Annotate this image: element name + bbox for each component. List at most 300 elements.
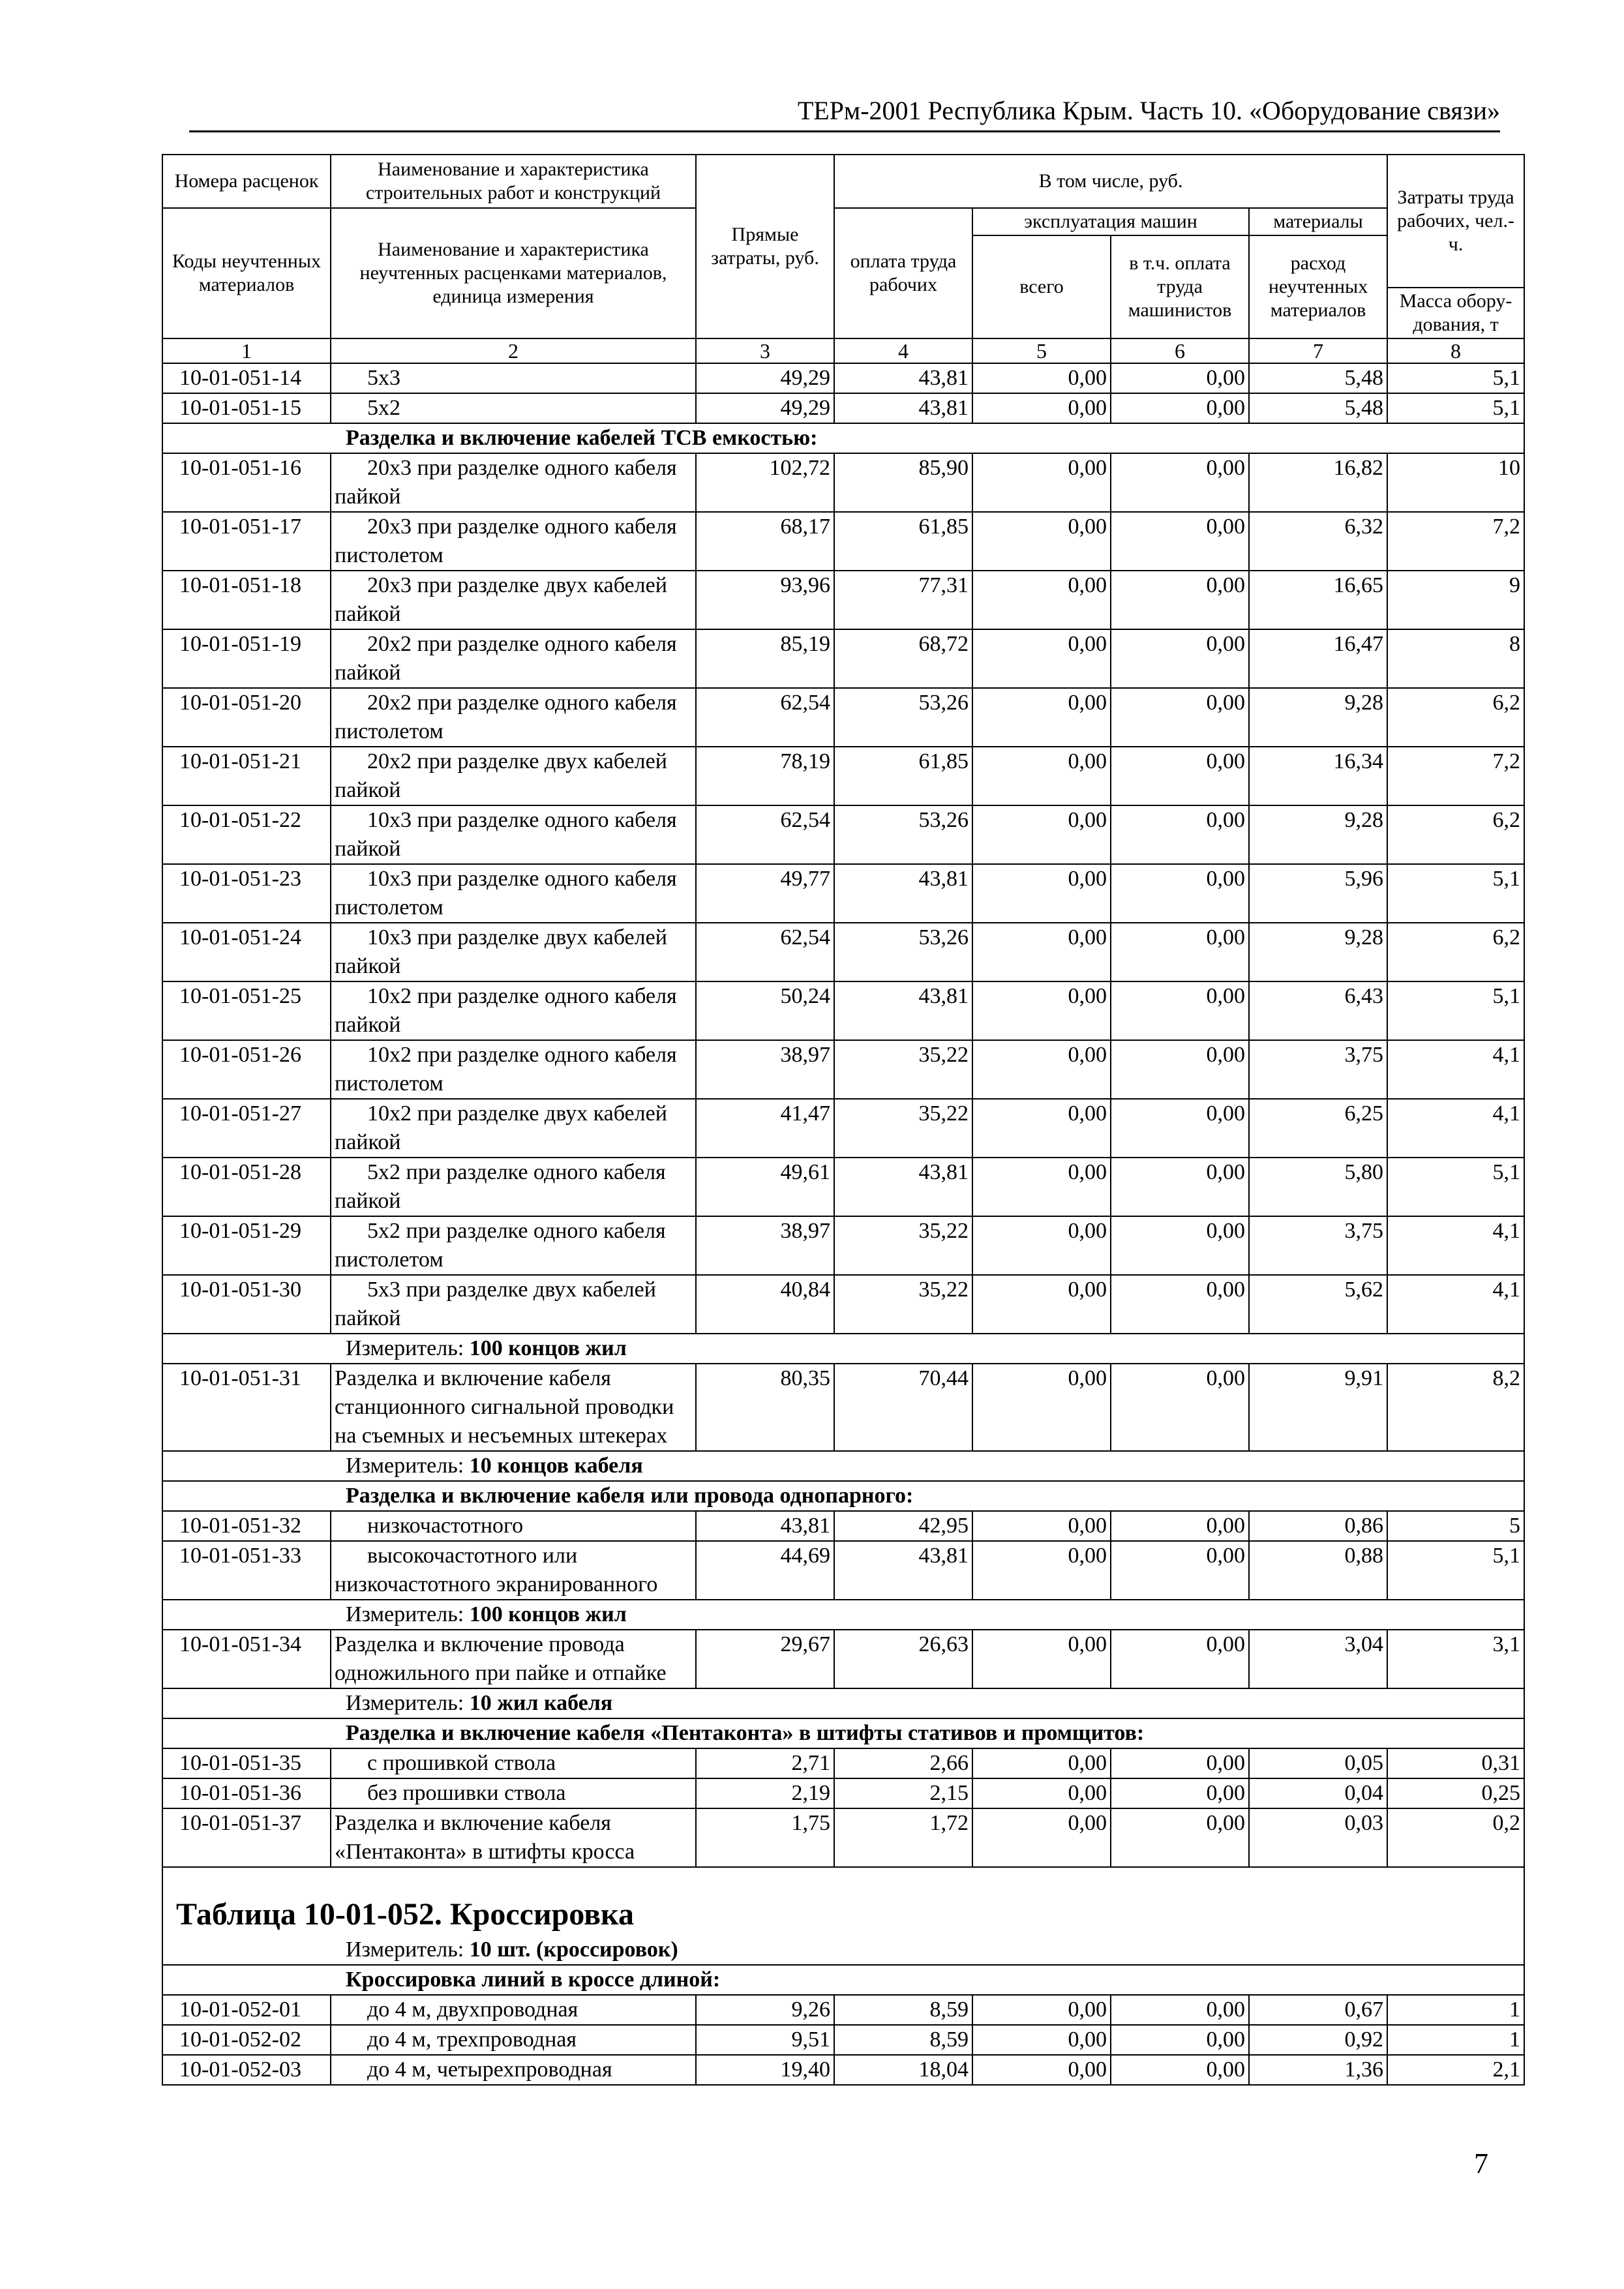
direct-costs: 78,19 (696, 747, 834, 805)
materials-cost: 5,96 (1249, 864, 1387, 923)
rate-name (331, 1099, 696, 1158)
machines-total: 0,00 (972, 1778, 1111, 1808)
table-row (162, 1541, 1524, 1600)
materials-cost: 16,34 (1249, 747, 1387, 805)
materials-cost: 0,67 (1249, 1995, 1387, 2025)
table-row (162, 864, 1524, 923)
machines-total: 0,00 (972, 1511, 1111, 1541)
section-heading: Кроссировка линий в кроссе длиной: (162, 1965, 1524, 1995)
machines-total: 0,00 (972, 571, 1111, 629)
materials-cost: 6,43 (1249, 981, 1387, 1040)
machines-total: 0,00 (972, 1040, 1111, 1099)
table-row (162, 923, 1524, 981)
header-materials-unaccounted: расход неучтенных материалов (1249, 235, 1387, 338)
rate-name (331, 1216, 696, 1275)
materials-cost: 9,91 (1249, 1364, 1387, 1451)
rate-name (331, 747, 696, 805)
machines-total: 0,00 (972, 1158, 1111, 1216)
labor-hours: 4,1 (1387, 1275, 1524, 1334)
rate-code: 10-01-051-31 (162, 1364, 331, 1451)
direct-costs: 68,17 (696, 512, 834, 571)
section-heading: Разделка и включение кабелей ТСВ емкостью: (162, 423, 1524, 453)
direct-costs: 93,96 (696, 571, 834, 629)
labor-pay: 53,26 (834, 688, 972, 747)
table-row (162, 688, 1524, 747)
labor-hours: 6,2 (1387, 688, 1524, 747)
machinist-pay: 0,00 (1111, 512, 1249, 571)
rate-name (331, 393, 696, 423)
machinist-pay: 0,00 (1111, 1099, 1249, 1158)
table-row (162, 805, 1524, 864)
rate-code: 10-01-051-24 (162, 923, 331, 981)
labor-hours: 4,1 (1387, 1216, 1524, 1275)
section-row (162, 1965, 1524, 1995)
machines-total: 0,00 (972, 2025, 1111, 2055)
materials-cost: 5,80 (1249, 1158, 1387, 1216)
labor-pay: 85,90 (834, 453, 972, 512)
measure-line (162, 1334, 1524, 1364)
measure-line (162, 1688, 1524, 1718)
section-row (162, 1481, 1524, 1511)
direct-costs: 62,54 (696, 805, 834, 864)
rate-code: 10-01-052-02 (162, 2025, 331, 2055)
materials-cost: 0,04 (1249, 1778, 1387, 1808)
table-row (162, 1808, 1524, 1867)
rate-code: 10-01-051-16 (162, 453, 331, 512)
table-row (162, 1995, 1524, 2025)
machinist-pay: 0,00 (1111, 1511, 1249, 1541)
labor-hours: 1 (1387, 2025, 1524, 2055)
machinist-pay: 0,00 (1111, 923, 1249, 981)
materials-cost: 6,32 (1249, 512, 1387, 571)
table-row (162, 571, 1524, 629)
rate-code: 10-01-051-19 (162, 629, 331, 688)
labor-hours: 5,1 (1387, 1158, 1524, 1216)
labor-pay: 68,72 (834, 629, 972, 688)
measure-label: Измеритель: (346, 1691, 464, 1715)
labor-pay: 1,72 (834, 1808, 972, 1867)
rate-name (331, 1778, 696, 1808)
machinist-pay: 0,00 (1111, 1275, 1249, 1334)
labor-pay: 43,81 (834, 1158, 972, 1216)
rate-code: 10-01-051-18 (162, 571, 331, 629)
machinist-pay: 0,00 (1111, 981, 1249, 1040)
machinist-pay: 0,00 (1111, 1541, 1249, 1600)
direct-costs: 1,75 (696, 1808, 834, 1867)
labor-pay: 43,81 (834, 1541, 972, 1600)
machinist-pay: 0,00 (1111, 1364, 1249, 1451)
rate-code: 10-01-051-34 (162, 1630, 331, 1688)
labor-hours: 1 (1387, 1995, 1524, 2025)
rate-code: 10-01-051-28 (162, 1158, 331, 1216)
column-number: 5 (972, 338, 1111, 363)
labor-pay: 43,81 (834, 864, 972, 923)
direct-costs: 102,72 (696, 453, 834, 512)
table-header (162, 155, 1524, 363)
column-number: 1 (162, 338, 331, 363)
measure-row (162, 1451, 1524, 1481)
rate-code: 10-01-051-22 (162, 805, 331, 864)
machinist-pay: 0,00 (1111, 1995, 1249, 2025)
rate-name-text: 5x2 (367, 396, 400, 420)
materials-cost: 0,92 (1249, 2025, 1387, 2055)
labor-pay: 8,59 (834, 2025, 972, 2055)
measure-label: Измеритель: (346, 1336, 464, 1360)
table-caption (162, 1867, 1524, 1965)
rate-name-text: 10x3 при разделке одного кабеля пайкой (335, 808, 677, 861)
table-row (162, 1364, 1524, 1451)
materials-cost: 16,65 (1249, 571, 1387, 629)
machines-total: 0,00 (972, 1099, 1111, 1158)
measure-value: 10 жил кабеля (469, 1691, 613, 1715)
direct-costs: 2,19 (696, 1778, 834, 1808)
rate-name-text: 20x2 при разделке одного кабеля пистолетом (335, 691, 677, 743)
table-caption-row (162, 1867, 1524, 1965)
header-equipment-mass: Масса обору-дования, т (1387, 288, 1524, 338)
rate-name-text: 10x2 при разделке одного кабеля пистолетом (335, 1043, 677, 1096)
rate-name (331, 629, 696, 688)
rate-name (331, 864, 696, 923)
machinist-pay: 0,00 (1111, 393, 1249, 423)
table-body (162, 363, 1524, 2085)
measure-value: 100 концов жил (469, 1336, 627, 1360)
machines-total: 0,00 (972, 2055, 1111, 2085)
section-heading: Разделка и включение кабеля или провода однопарного: (162, 1481, 1524, 1511)
materials-cost: 5,48 (1249, 363, 1387, 393)
materials-cost: 16,82 (1249, 453, 1387, 512)
machines-total: 0,00 (972, 1748, 1111, 1778)
rates-table (162, 154, 1525, 2086)
table-row (162, 1630, 1524, 1688)
machines-total: 0,00 (972, 393, 1111, 423)
machinist-pay: 0,00 (1111, 629, 1249, 688)
machines-total: 0,00 (972, 363, 1111, 393)
rate-code: 10-01-051-37 (162, 1808, 331, 1867)
rate-name-text: 5x3 (367, 366, 400, 390)
materials-cost: 0,05 (1249, 1748, 1387, 1778)
labor-pay: 26,63 (834, 1630, 972, 1688)
measure-line (162, 1600, 1524, 1630)
rate-name (331, 805, 696, 864)
machines-total: 0,00 (972, 1275, 1111, 1334)
column-number: 7 (1249, 338, 1387, 363)
measure-row (162, 1600, 1524, 1630)
materials-cost: 16,47 (1249, 629, 1387, 688)
labor-hours: 5,1 (1387, 393, 1524, 423)
rate-code: 10-01-051-20 (162, 688, 331, 747)
table-row (162, 2025, 1524, 2055)
table-row (162, 1748, 1524, 1778)
table-row (162, 1099, 1524, 1158)
labor-pay: 18,04 (834, 2055, 972, 2085)
table-row (162, 1511, 1524, 1541)
rate-name (331, 1275, 696, 1334)
rate-code: 10-01-051-36 (162, 1778, 331, 1808)
rate-name-text: высокочастотного или низкочастотного экранированного (335, 1544, 658, 1596)
rate-name-text: 10x3 при разделке двух кабелей пайкой (335, 925, 667, 978)
rate-name-text: 20x2 при разделке двух кабелей пайкой (335, 749, 667, 802)
measure-value: 10 концов кабеля (469, 1454, 643, 1478)
labor-hours: 5,1 (1387, 363, 1524, 393)
materials-cost: 3,75 (1249, 1216, 1387, 1275)
direct-costs: 80,35 (696, 1364, 834, 1451)
direct-costs: 41,47 (696, 1099, 834, 1158)
machines-total: 0,00 (972, 1630, 1111, 1688)
rate-code: 10-01-051-27 (162, 1099, 331, 1158)
rate-name (331, 1748, 696, 1778)
rate-name-text: Разделка и включение кабеля станционного сигнальной проводки на съемных и несъемных штекерах (335, 1366, 674, 1448)
header-labor-cost: Затраты труда рабочих, чел.-ч. (1387, 155, 1524, 288)
rate-name (331, 2055, 696, 2085)
direct-costs: 29,67 (696, 1630, 834, 1688)
labor-pay: 35,22 (834, 1275, 972, 1334)
labor-pay: 35,22 (834, 1040, 972, 1099)
machinist-pay: 0,00 (1111, 1748, 1249, 1778)
direct-costs: 44,69 (696, 1541, 834, 1600)
machinist-pay: 0,00 (1111, 2055, 1249, 2085)
section-row (162, 423, 1524, 453)
direct-costs: 38,97 (696, 1040, 834, 1099)
header-including: В том числе, руб. (834, 155, 1387, 208)
column-number: 2 (331, 338, 696, 363)
rate-name (331, 571, 696, 629)
rate-code: 10-01-051-21 (162, 747, 331, 805)
labor-pay: 2,66 (834, 1748, 972, 1778)
machinist-pay: 0,00 (1111, 571, 1249, 629)
rate-name-text: 20x3 при разделке двух кабелей пайкой (335, 573, 667, 626)
rate-name (331, 1808, 696, 1867)
labor-pay: 42,95 (834, 1511, 972, 1541)
rate-code: 10-01-051-15 (162, 393, 331, 423)
rate-code: 10-01-051-14 (162, 363, 331, 393)
table-row (162, 981, 1524, 1040)
labor-hours: 6,2 (1387, 805, 1524, 864)
rate-name-text: до 4 м, четырехпроводная (367, 2057, 612, 2082)
labor-hours: 3,1 (1387, 1630, 1524, 1688)
header-labor-pay: оплата труда рабочих (834, 208, 972, 338)
machines-total: 0,00 (972, 1808, 1111, 1867)
labor-hours: 4,1 (1387, 1099, 1524, 1158)
measure-label: Измеритель: (346, 1937, 464, 1962)
direct-costs: 49,29 (696, 393, 834, 423)
header-name-bottom: Наименование и характеристика неучтенных расценками материалов, единица измерения (331, 208, 696, 338)
header-machines: эксплуатация машин (972, 208, 1249, 235)
labor-hours: 9 (1387, 571, 1524, 629)
rate-name-text: 20x3 при разделке одного кабеля пистолетом (335, 515, 677, 567)
rate-name-text: низкочастотного (367, 1514, 524, 1538)
measure-line (162, 1451, 1524, 1481)
table-row (162, 2055, 1524, 2085)
machines-total: 0,00 (972, 453, 1111, 512)
machinist-pay: 0,00 (1111, 1216, 1249, 1275)
direct-costs: 40,84 (696, 1275, 834, 1334)
direct-costs: 9,51 (696, 2025, 834, 2055)
section-heading: Разделка и включение кабеля «Пентаконта» в штифты стативов и промщитов: (162, 1718, 1524, 1748)
machines-total: 0,00 (972, 864, 1111, 923)
rate-name (331, 2025, 696, 2055)
rate-name-text: до 4 м, трехпроводная (367, 2027, 577, 2052)
rate-code: 10-01-051-17 (162, 512, 331, 571)
machinist-pay: 0,00 (1111, 1630, 1249, 1688)
rate-name-text: без прошивки ствола (367, 1781, 566, 1805)
labor-hours: 5 (1387, 1511, 1524, 1541)
rate-name (331, 1364, 696, 1451)
machines-total: 0,00 (972, 512, 1111, 571)
rate-name-text: 5x2 при разделке одного кабеля пайкой (335, 1160, 666, 1213)
labor-hours: 5,1 (1387, 1541, 1524, 1600)
rate-code: 10-01-051-30 (162, 1275, 331, 1334)
rate-name-text: 20x2 при разделке одного кабеля пайкой (335, 632, 677, 685)
machines-total: 0,00 (972, 1216, 1111, 1275)
direct-costs: 2,71 (696, 1748, 834, 1778)
materials-cost: 3,75 (1249, 1040, 1387, 1099)
rate-name (331, 453, 696, 512)
rate-name (331, 363, 696, 393)
materials-cost: 9,28 (1249, 805, 1387, 864)
rate-code: 10-01-051-29 (162, 1216, 331, 1275)
rate-name (331, 1541, 696, 1600)
direct-costs: 62,54 (696, 688, 834, 747)
labor-pay: 35,22 (834, 1216, 972, 1275)
table-row (162, 1778, 1524, 1808)
machinist-pay: 0,00 (1111, 363, 1249, 393)
direct-costs: 9,26 (696, 1995, 834, 2025)
machinist-pay: 0,00 (1111, 688, 1249, 747)
table-row (162, 629, 1524, 688)
labor-pay: 8,59 (834, 1995, 972, 2025)
labor-hours: 7,2 (1387, 747, 1524, 805)
table-row (162, 363, 1524, 393)
rate-name-text: 5x3 при разделке двух кабелей пайкой (335, 1278, 656, 1330)
rate-code: 10-01-051-26 (162, 1040, 331, 1099)
direct-costs: 49,77 (696, 864, 834, 923)
machines-total: 0,00 (972, 805, 1111, 864)
table-row (162, 512, 1524, 571)
rate-name-text: 5x2 при разделке одного кабеля пистолетом (335, 1219, 666, 1272)
materials-cost: 5,62 (1249, 1275, 1387, 1334)
machines-total: 0,00 (972, 923, 1111, 981)
rate-name-text: 10x3 при разделке одного кабеля пистолетом (335, 867, 677, 920)
document-header-title: ТЕРм-2001 Республика Крым. Часть 10. «Оборудование связи» (797, 96, 1500, 125)
rate-name (331, 981, 696, 1040)
materials-cost: 0,03 (1249, 1808, 1387, 1867)
machines-total: 0,00 (972, 629, 1111, 688)
materials-cost: 6,25 (1249, 1099, 1387, 1158)
machines-total: 0,00 (972, 1364, 1111, 1451)
header-codes-top: Номера расценок (162, 155, 331, 208)
materials-cost: 3,04 (1249, 1630, 1387, 1688)
column-numbers-row (162, 338, 1524, 363)
measure-label: Измеритель: (346, 1602, 464, 1626)
rate-name (331, 512, 696, 571)
rate-name-text: с прошивкой ствола (367, 1751, 556, 1775)
header-machinist-pay: в т.ч. оплата труда машинистов (1111, 235, 1249, 338)
machines-total: 0,00 (972, 747, 1111, 805)
machines-total: 0,00 (972, 1541, 1111, 1600)
header-codes-bottom: Коды неучтенных материалов (162, 208, 331, 338)
rate-code: 10-01-051-32 (162, 1511, 331, 1541)
rate-name (331, 1511, 696, 1541)
labor-hours: 5,1 (1387, 981, 1524, 1040)
labor-pay: 61,85 (834, 512, 972, 571)
table-row (162, 453, 1524, 512)
rate-name-text: 20x3 при разделке одного кабеля пайкой (335, 456, 677, 509)
labor-pay: 43,81 (834, 393, 972, 423)
labor-pay: 70,44 (834, 1364, 972, 1451)
rate-name-text: 10x2 при разделке одного кабеля пайкой (335, 984, 677, 1037)
direct-costs: 62,54 (696, 923, 834, 981)
labor-hours: 0,2 (1387, 1808, 1524, 1867)
machinist-pay: 0,00 (1111, 453, 1249, 512)
rate-code: 10-01-051-23 (162, 864, 331, 923)
labor-hours: 6,2 (1387, 923, 1524, 981)
header-divider (189, 130, 1500, 132)
labor-pay: 43,81 (834, 981, 972, 1040)
machinist-pay: 0,00 (1111, 805, 1249, 864)
rate-code: 10-01-051-25 (162, 981, 331, 1040)
materials-cost: 9,28 (1249, 923, 1387, 981)
table-row (162, 1275, 1524, 1334)
labor-hours: 0,25 (1387, 1778, 1524, 1808)
direct-costs: 38,97 (696, 1216, 834, 1275)
measure-row (162, 1334, 1524, 1364)
labor-pay: 77,31 (834, 571, 972, 629)
labor-hours: 0,31 (1387, 1748, 1524, 1778)
measure-label: Измеритель: (346, 1454, 464, 1478)
labor-hours: 5,1 (1387, 864, 1524, 923)
rate-code: 10-01-051-35 (162, 1748, 331, 1778)
table-row (162, 747, 1524, 805)
materials-cost: 5,48 (1249, 393, 1387, 423)
caption-measure (176, 1936, 1524, 1964)
direct-costs: 50,24 (696, 981, 834, 1040)
rate-name (331, 923, 696, 981)
labor-hours: 2,1 (1387, 2055, 1524, 2085)
labor-pay: 2,15 (834, 1778, 972, 1808)
labor-pay: 35,22 (834, 1099, 972, 1158)
labor-hours: 7,2 (1387, 512, 1524, 571)
rate-name (331, 1158, 696, 1216)
table-caption-title: Таблица 10-01-052. Кроссировка (176, 1897, 634, 1932)
machinist-pay: 0,00 (1111, 1158, 1249, 1216)
column-number: 4 (834, 338, 972, 363)
rate-code: 10-01-051-33 (162, 1541, 331, 1600)
materials-cost: 0,86 (1249, 1511, 1387, 1541)
rate-name (331, 1995, 696, 2025)
rate-name (331, 688, 696, 747)
header-direct-costs: Прямые затраты, руб. (696, 155, 834, 338)
labor-hours: 8,2 (1387, 1364, 1524, 1451)
table-row (162, 1216, 1524, 1275)
labor-hours: 10 (1387, 453, 1524, 512)
direct-costs: 85,19 (696, 629, 834, 688)
column-number: 8 (1387, 338, 1524, 363)
machines-total: 0,00 (972, 981, 1111, 1040)
rate-name-text: Разделка и включение провода одножильного при пайке и отпайке (335, 1632, 667, 1685)
header-materials: материалы (1249, 208, 1387, 235)
direct-costs: 43,81 (696, 1511, 834, 1541)
measure-value: 100 концов жил (469, 1602, 627, 1626)
table-row (162, 1040, 1524, 1099)
measure-row (162, 1688, 1524, 1718)
page-number: 7 (1474, 2147, 1488, 2179)
rate-code: 10-01-052-01 (162, 1995, 331, 2025)
machinist-pay: 0,00 (1111, 1808, 1249, 1867)
labor-pay: 53,26 (834, 805, 972, 864)
labor-pay: 61,85 (834, 747, 972, 805)
rate-name-text: до 4 м, двухпроводная (367, 1997, 579, 2022)
table-row (162, 1158, 1524, 1216)
